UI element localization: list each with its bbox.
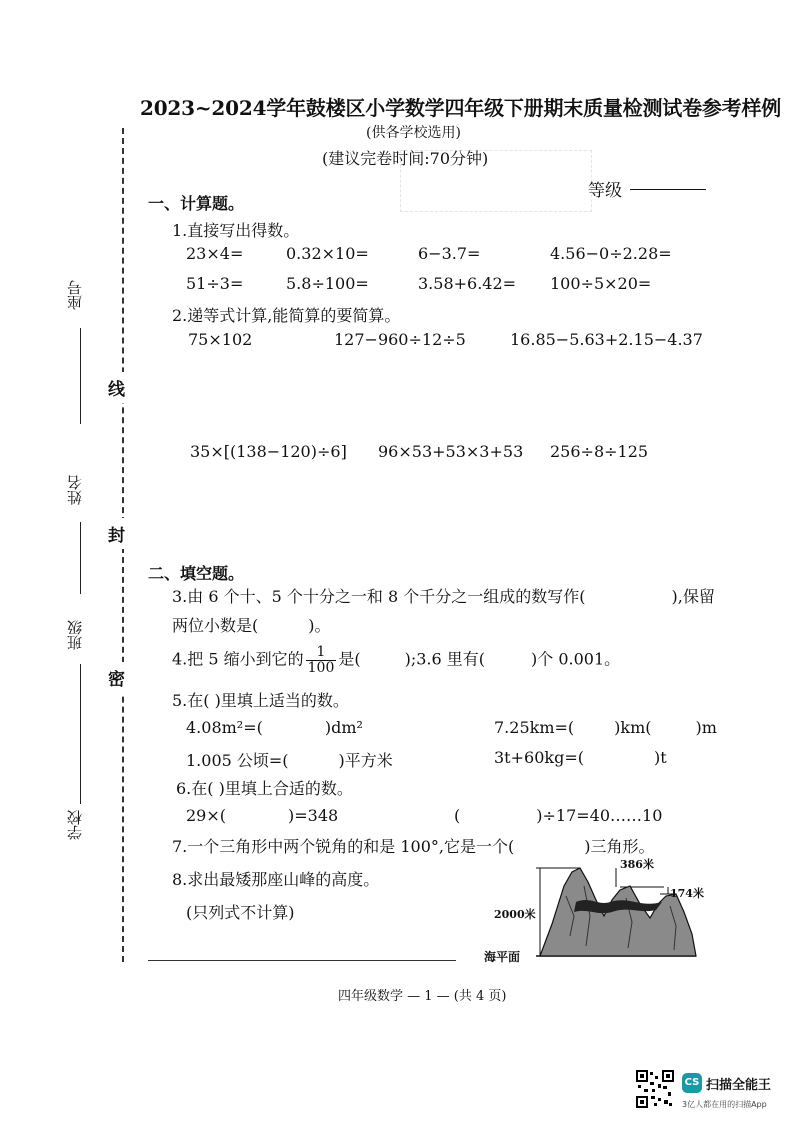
q1-item-7: 3.58+6.42= [418,274,517,293]
q8-note: (只列式不计算) [186,903,295,922]
q2-item-5: 96×53+53×3+53 [378,442,524,461]
section1-title: 一、计算题。 [148,194,245,213]
q4-text-a: 4.把 5 缩小到它的 [172,649,304,669]
label-sea-level: 海平面 [484,950,521,964]
q1-item-5: 51÷3= [186,274,244,293]
q3-line1 [172,584,715,607]
grade-label: 等级 [588,181,622,201]
q5-item-1 [186,718,363,737]
q4-text-d: )个 0.001。 [531,649,621,669]
q2-item-1: 75×102 [188,330,253,349]
q5-d-text: 3t+60kg=( [494,748,584,767]
q4-text-c: );3.6 里有( [404,649,486,669]
q5-title: 5.在( )里填上适当的数。 [172,691,349,710]
q3-text-c: 两位小数是( [172,616,259,635]
q5-d-unit: )t [653,748,667,767]
binding-char-feng: 封 [108,518,125,549]
q5-b-text: 7.25km=( [494,718,575,737]
binding-char-mi: 密 [108,662,125,693]
q8-title: 8.求出最矮那座山峰的高度。 [172,870,380,889]
q6-a-result: )=348 [288,806,339,825]
camscanner-logo-icon: CS [682,1073,702,1093]
q2-item-3: 16.85−5.63+2.15−4.37 [510,330,703,349]
name-blank [80,522,81,594]
q3-line2 [172,613,331,636]
class-label: 班级 [66,620,84,650]
class-blank [80,664,81,804]
footer-rule [148,960,456,961]
camscanner-tagline: 3亿人都在用的扫描App [682,1100,767,1109]
q5-a-unit: )dm² [324,718,363,737]
qr-code-icon [636,1070,674,1108]
label-174: 174米 [670,887,704,900]
name-label: 姓名 [66,475,84,505]
q4-fraction-denominator: 100 [307,659,335,676]
q6-item-1 [186,806,338,825]
q1-item-3: 6−3.7= [418,244,481,263]
q1-item-2: 0.32×10= [286,244,369,263]
q7-line [172,834,654,857]
camscanner-name: 扫描全能王 [706,1078,772,1093]
q7-text-b: )三角形。 [584,837,655,856]
q4-fraction [306,645,337,675]
q6-title: 6.在( )里填上合适的数。 [176,779,353,798]
q3-text-a: 3.由 6 个十、5 个十分之一和 8 个千分之一组成的数写作( [172,587,586,606]
q1-title: 1.直接写出得数。 [172,221,300,240]
seat-blank [80,328,81,424]
q1-item-8: 100÷5×20= [550,274,652,293]
school-label: 学校 [66,810,84,840]
q1-item-4: 4.56−0÷2.28= [550,244,672,263]
q2-item-2: 127−960÷12÷5 [334,330,466,349]
q3-text-d: )。 [308,616,331,635]
q3-text-b: ),保留 [671,587,715,606]
time-note: (建议完卷时间:70分钟) [322,149,489,168]
q2-item-4: 35×[(138−120)÷6] [190,442,347,461]
q6-b-text: ( [454,806,461,825]
q5-b-unit-1: )km( [614,718,652,737]
mountain-range [540,868,696,956]
label-2000: 2000米 [494,908,536,921]
q6-a-text: 29×( [186,806,227,825]
q5-c-unit: )平方米 [338,751,393,770]
section2-title: 二、填空题。 [148,564,245,583]
q5-c-text: 1.005 公顷=( [186,751,289,770]
q4-text-b: 是( [338,649,361,669]
page-footer: 四年级数学 — 1 — (共 4 页) [338,989,507,1004]
q5-item-4 [494,748,667,767]
q7-text-a: 7.一个三角形中两个锐角的和是 100°,它是一个( [172,837,515,856]
q6-b-result: )÷17=40……10 [536,806,663,825]
binding-char-xian: 线 [108,372,125,403]
q5-b-unit-2: )m [695,718,717,737]
q5-item-2 [494,718,717,737]
q2-title: 2.递等式计算,能简算的要简算。 [172,306,401,325]
q5-item-3 [186,748,393,771]
q4-fraction-numerator: 1 [306,645,337,661]
seat-label: 座号 [66,280,84,310]
q4-line [172,645,620,675]
q1-item-6: 5.8÷100= [286,274,369,293]
q6-item-2 [454,806,662,825]
label-386: 386米 [620,858,654,871]
page-subtitle: (供各学校选用) [366,125,461,141]
q2-item-6: 256÷8÷125 [550,442,649,461]
page-title: 2023~2024学年鼓楼区小学数学四年级下册期末质量检测试卷参考样例 [140,96,782,120]
grade-blank [630,189,706,190]
q5-a-text: 4.08m²=( [186,718,263,737]
q1-item-1: 23×4= [186,244,244,263]
